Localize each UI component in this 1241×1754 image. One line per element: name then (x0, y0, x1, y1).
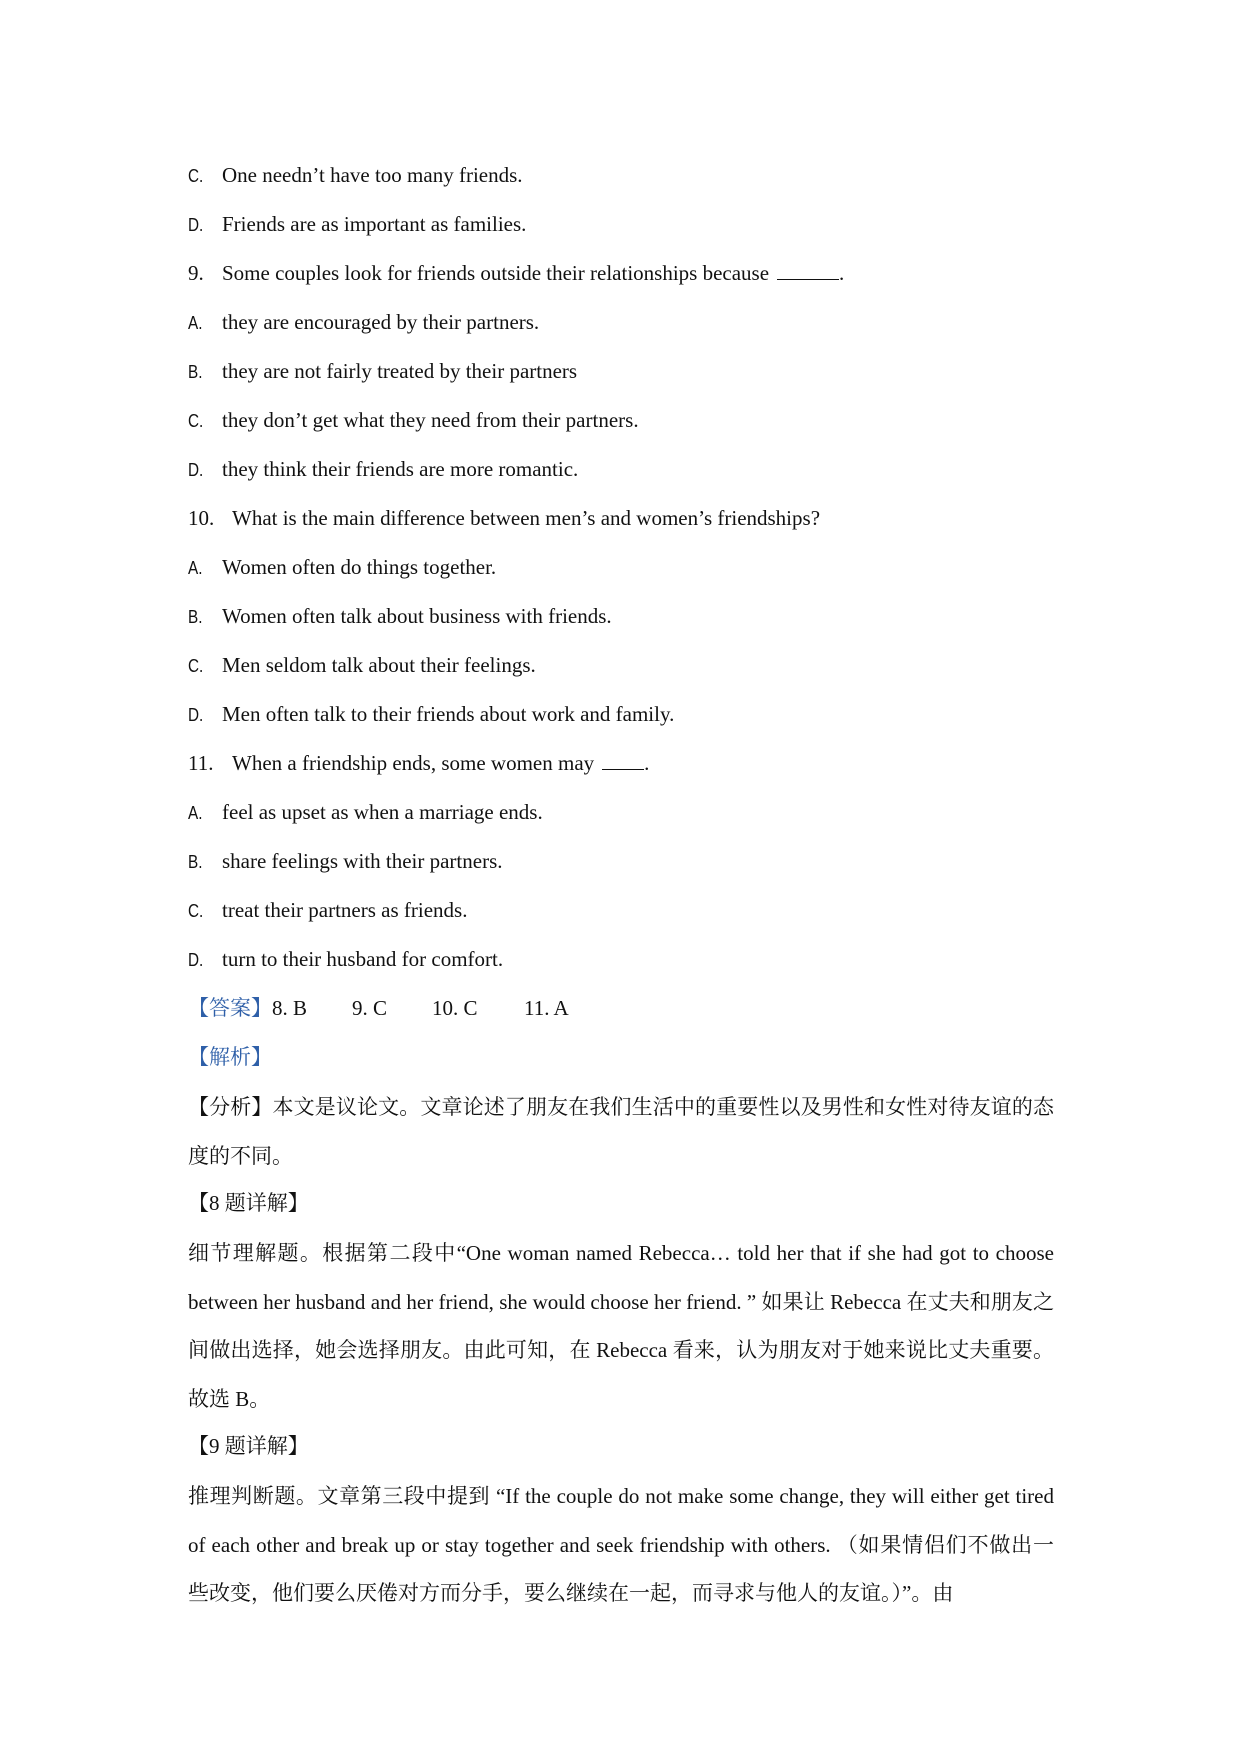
option-text: they think their friends are more romantic. (222, 457, 579, 481)
answer-item: 10. C (432, 996, 478, 1020)
option-text: Friends are as important as families. (222, 212, 527, 236)
q10-option-a (188, 553, 1058, 582)
option-text: share feelings with their partners. (222, 849, 503, 873)
detail9-label: 【9 题详解】 (188, 1434, 309, 1458)
answer-item: 9. C (352, 996, 388, 1020)
answer-line (188, 994, 1058, 1022)
q10-stem (188, 504, 1058, 532)
option-letter: C. (188, 166, 204, 186)
q8-option-c (188, 161, 1058, 190)
option-text: treat their partners as friends. (222, 898, 468, 922)
option-letter: A. (188, 558, 203, 578)
answer-blank (602, 751, 644, 770)
analysis-label: 【解析】 (188, 1045, 272, 1069)
q8-option-d (188, 210, 1058, 239)
q10-option-b (188, 602, 1058, 631)
q9-option-a (188, 308, 1058, 337)
question-text: When a friendship ends, some women may (232, 751, 595, 775)
option-letter: A. (188, 313, 203, 333)
option-text: they are encouraged by their partners. (222, 310, 540, 334)
q11-option-d (188, 945, 1058, 974)
option-letter: D. (188, 705, 204, 725)
option-text: turn to their husband for comfort. (222, 947, 504, 971)
summary-label: 【分析】 (188, 1095, 273, 1119)
option-letter: B. (188, 362, 203, 382)
question-number: 10. (188, 506, 215, 530)
answer-blank (777, 261, 839, 280)
option-text: Men often talk to their friends about work and family. (222, 702, 675, 726)
question-number: 9. (188, 261, 204, 285)
option-text: they are not fairly treated by their partners (222, 359, 578, 383)
option-text: Women often talk about business with friends. (222, 604, 612, 628)
option-letter: C. (188, 656, 204, 676)
q10-option-c (188, 651, 1058, 680)
option-letter: D. (188, 215, 204, 235)
detail8-paragraph: 细节理解题。根据第二段中“One woman named Rebecca… told her that if she had got to choose between her husband and her friend, she would choose her friend. ” 如果让 Rebecca 在丈夫和朋友之间做出选择，她会选择朋友。由此可知，在 Rebecca 看来，认为朋友对于她来说比丈夫重要。故选 B。 (188, 1241, 1054, 1411)
option-text: One needn’t have too many friends. (222, 163, 523, 187)
option-text: feel as upset as when a marriage ends. (222, 800, 543, 824)
q10-option-d (188, 700, 1058, 729)
answer-item: 11. A (524, 996, 569, 1020)
question-text: What is the main difference between men’s and women’s friendships? (232, 506, 821, 530)
option-text: Women often do things together. (222, 555, 497, 579)
q11-option-c (188, 896, 1058, 925)
q11-option-a (188, 798, 1058, 827)
option-text: Men seldom talk about their feelings. (222, 653, 536, 677)
option-letter: B. (188, 852, 203, 872)
summary-text: 本文是议论文。文章论述了朋友在我们生活中的重要性以及男性和女性对待友谊的态度的不同。 (188, 1095, 1054, 1168)
option-letter: A. (188, 803, 203, 823)
q11-stem (188, 749, 1058, 777)
option-letter: D. (188, 460, 204, 480)
answer-item: 8. B (272, 996, 308, 1020)
q9-option-b (188, 357, 1058, 386)
summary-paragraph (188, 1083, 1054, 1180)
detail9-paragraph: 推理判断题。文章第三段中提到 “If the couple do not make some change, they will either get tired of each other and break up or stay together and seek friendship with others. （如果情侣们不做出一些改变，他们要么厌倦对方而分手，要么继续在一起，而寻求与他人的友谊。）”。由 (188, 1484, 1054, 1605)
option-text: they don’t get what they need from their partners. (222, 408, 639, 432)
question-number: 11. (188, 751, 214, 775)
option-letter: C. (188, 411, 204, 431)
option-letter: C. (188, 901, 204, 921)
option-letter: B. (188, 607, 203, 627)
answer-label: 【答案】 (188, 996, 272, 1020)
q9-stem (188, 259, 1058, 287)
question-end: . (839, 261, 845, 285)
question-end: . (644, 751, 650, 775)
option-letter: D. (188, 950, 204, 970)
q9-option-c (188, 406, 1058, 435)
detail8-label: 【8 题详解】 (188, 1191, 309, 1215)
q11-option-b (188, 847, 1058, 876)
question-text: Some couples look for friends outside their relationships because (222, 261, 770, 285)
q9-option-d (188, 455, 1058, 484)
